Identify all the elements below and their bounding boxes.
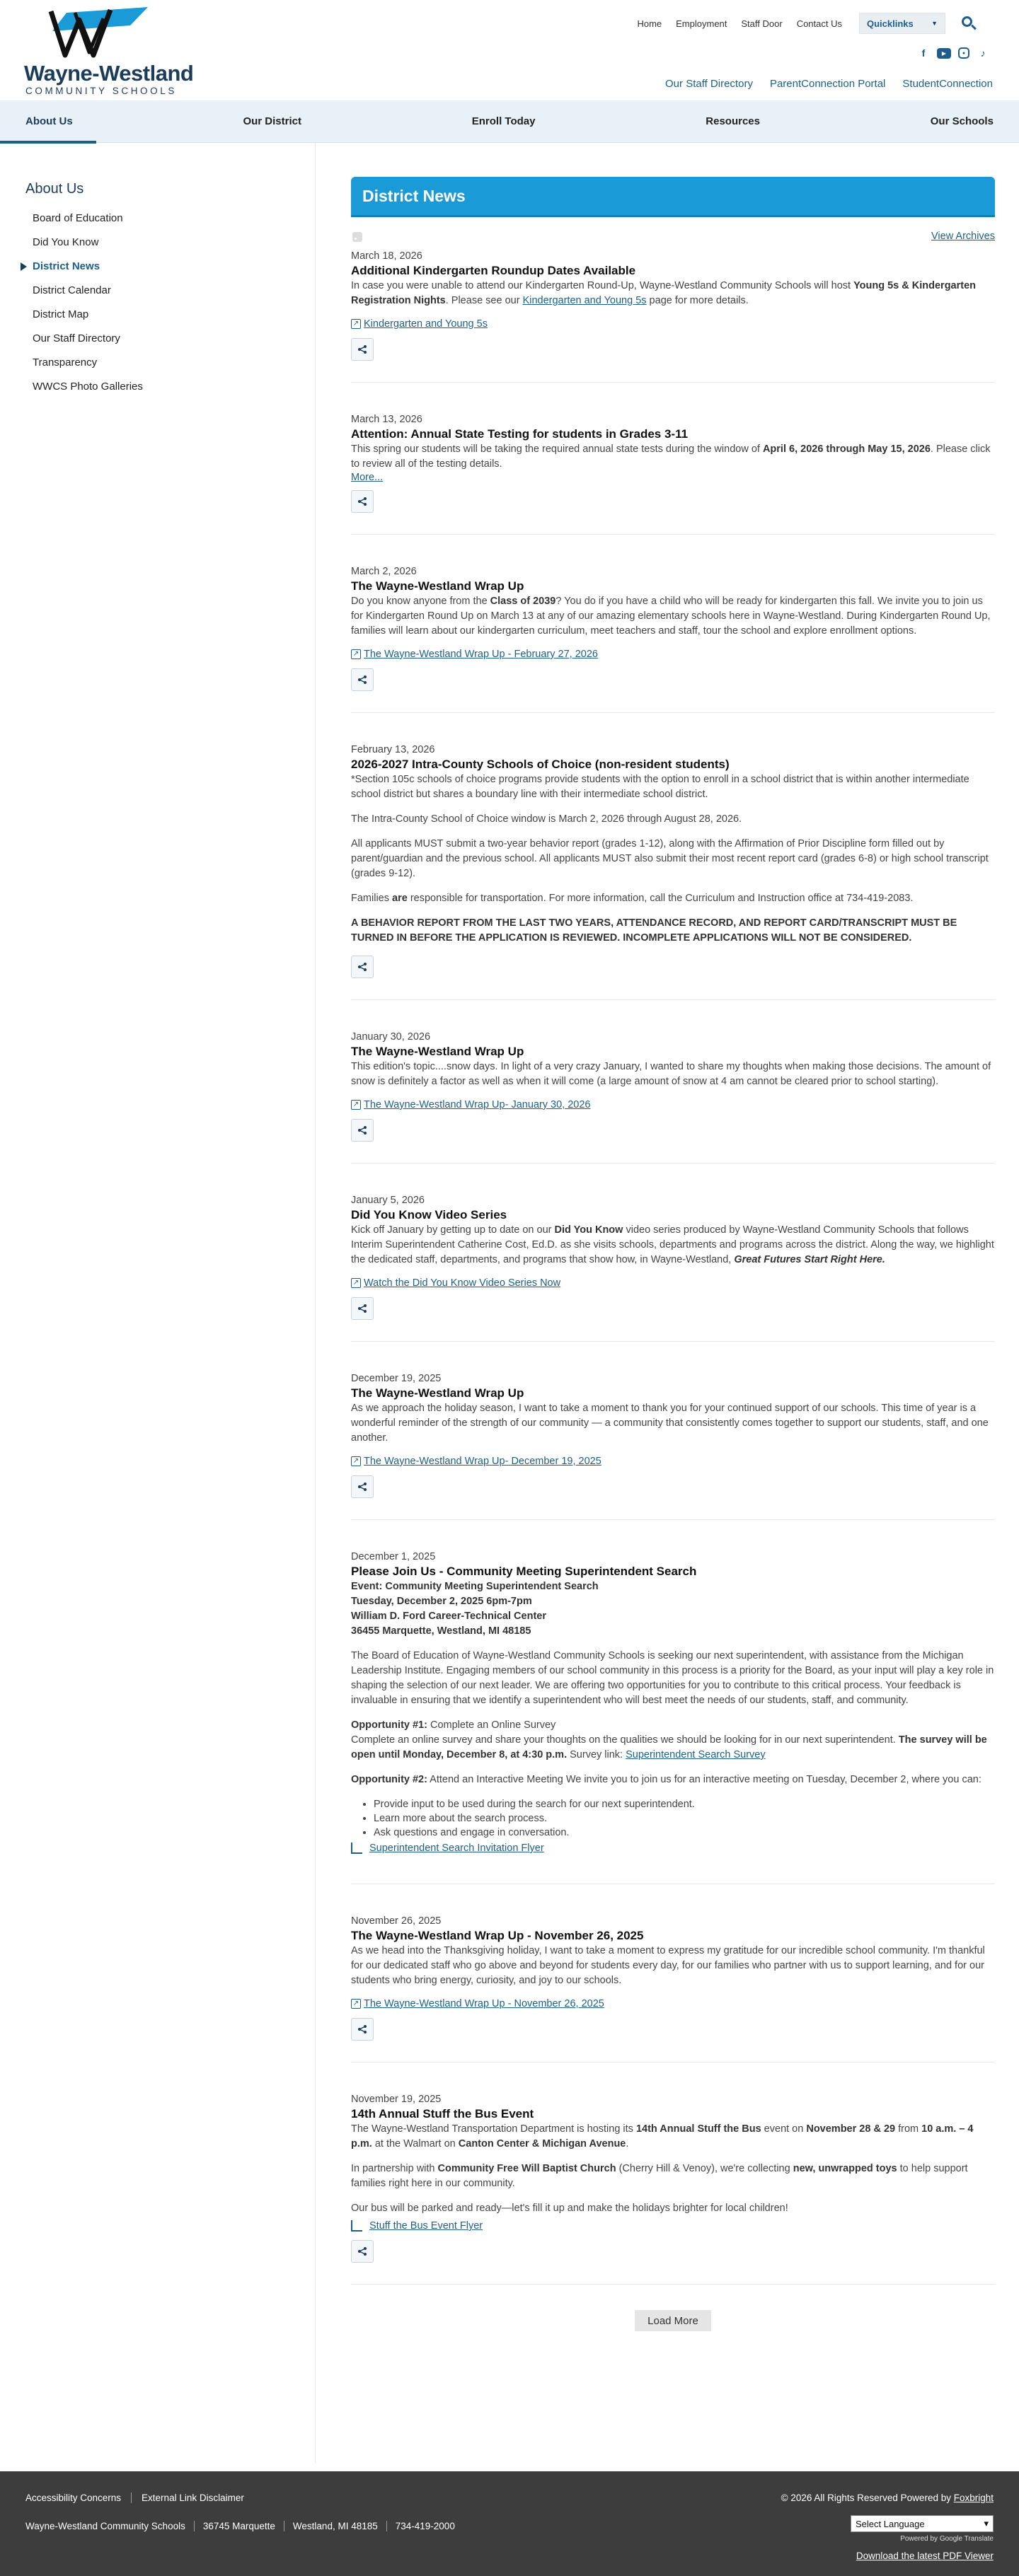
social-links	[917, 47, 989, 59]
nav-about-us[interactable]: About Us	[25, 115, 73, 127]
chevron-down-icon: ▾	[984, 2518, 989, 2529]
list-item: • Ask questions and engage in conversation.	[374, 1826, 995, 1840]
pdf-viewer-link[interactable]: Download the latest PDF Viewer	[856, 2551, 994, 2561]
news-paragraph: A BEHAVIOR REPORT FROM THE LAST TWO YEARS, ATTENDANCE RECORD, AND REPORT CARD/TRANSCRIPT MUST BE TURNED IN BEFORE THE APPLICATION IS REVIEWED. INCOMPLETE APPLICATIONS WILL NOT BE CONSIDERED.	[351, 917, 957, 944]
share-button[interactable]	[351, 956, 374, 978]
sidebar-item-photo-galleries[interactable]: WWCS Photo Galleries	[33, 381, 143, 393]
share-icon	[357, 1304, 367, 1313]
news-paragraph: *Section 105c schools of choice programs provide students with the option to enroll in a school district that is within another intermediate school district but shares a boundary line with their intermediate school district.	[351, 774, 969, 800]
news-item	[351, 560, 995, 713]
news-link	[351, 318, 995, 330]
share-button[interactable]	[351, 338, 374, 361]
view-archives-link[interactable]: View Archives	[931, 231, 995, 242]
news-link-anchor[interactable]: The Wayne-Westland Wrap Up - November 26, 2025	[364, 1998, 604, 2009]
link-parentconnection[interactable]: ParentConnection Portal	[769, 78, 886, 90]
news-paragraph: Opportunity #2: Attend an Interactive Meeting We invite you to join us for an interactive meeting on Tuesday, December 2, where you can:	[351, 1774, 981, 1785]
share-button[interactable]	[351, 1475, 374, 1498]
external-link-icon: ↗	[351, 319, 361, 329]
news-date: November 26, 2025	[351, 1915, 442, 1927]
bullet-list	[374, 1797, 995, 1840]
share-icon	[357, 1125, 367, 1135]
news-date: January 5, 2026	[351, 1195, 425, 1206]
news-date: March 13, 2026	[351, 414, 422, 425]
news-date: November 19, 2025	[351, 2094, 442, 2105]
share-icon	[357, 497, 367, 506]
news-summary: In case you were unable to attend our Kindergarten Round-Up, Wayne-Westland Community Schools will host Young 5s & Kindergarten Registration Nights. Please see our Kindergarten and Young 5s page for more details.	[351, 280, 977, 306]
google-translate-credit: Powered by Google Translate	[900, 2535, 994, 2543]
news-item	[351, 408, 995, 535]
news-link	[351, 2220, 995, 2232]
sidebar-item-district-news[interactable]: District News	[25, 260, 315, 284]
external-link-icon: ↗	[351, 1100, 361, 1110]
nav-our-district[interactable]: Our District	[243, 115, 301, 127]
news-link-anchor[interactable]: Stuff the Bus Event Flyer	[369, 2220, 483, 2232]
logo-subtitle: COMMUNITY SCHOOLS	[25, 86, 177, 96]
sidebar	[0, 143, 316, 2463]
copyright: © 2026 All Rights Reserved Powered by Foxbright	[781, 2493, 994, 2503]
news-title[interactable]: 14th Annual Stuff the Bus Event	[351, 2107, 534, 2120]
nav-enroll-today[interactable]: Enroll Today	[471, 115, 536, 127]
footer-links	[25, 2493, 254, 2503]
news-title[interactable]: Please Join Us - Community Meeting Superintendent Search	[351, 1565, 697, 1578]
main-nav	[0, 100, 1019, 143]
news-summary: Kick off January by getting up to date on our Did You Know video series produced by Wayne-Westland Community Schools that follows Interim Superintendent Catherine Cost, Ed.D. as she visits schools, departments and programs across the district. Along the way, we highlight the dedicated staff, departments, and programs that show how, in Wayne-Westland, Great Futures Start Right Here.	[351, 1224, 994, 1265]
utility-nav	[630, 13, 978, 34]
sidebar-item-our-staff-directory[interactable]: Our Staff Directory	[33, 332, 120, 344]
news-date: December 19, 2025	[351, 1373, 442, 1384]
news-link	[351, 1456, 995, 1467]
news-title[interactable]: 2026-2027 Intra-County Schools of Choice (non-resident students)	[351, 758, 730, 771]
site-footer	[0, 2471, 1019, 2576]
footer-link-external-disclaimer[interactable]: External Link Disclaimer	[142, 2493, 244, 2503]
site-header	[0, 0, 1019, 100]
news-date: January 30, 2026	[351, 1031, 431, 1043]
news-summary: This edition's topic....snow days. In light of a very crazy January, I wanted to share my thoughts when making those decisions. The amount of snow is definitely a factor as well as when it will come (a large amount of snow at 4 am cannot be cleared prior to school starting).	[351, 1061, 991, 1087]
share-button[interactable]	[351, 490, 374, 513]
logo-name: Wayne-Westland	[24, 61, 194, 86]
news-item	[351, 1026, 995, 1164]
news-link	[351, 1998, 995, 2009]
news-summary: Do you know anyone from the Class of 2039? You do if you have a child who will be ready for kindergarten this fall. We invite you to join us for Kindergarten Round Up on March 13 at any of our amazing elementary schools here in Wayne-Westland. During Kindergarten Round Up, families will learn about our kindergarten curriculum, meet teachers and staff, tour the school and explore enrollment options.	[351, 596, 991, 637]
facebook-icon[interactable]: f	[921, 47, 926, 59]
external-link-icon: ↗	[351, 1278, 361, 1288]
news-date: March 2, 2026	[351, 566, 417, 577]
quicklinks-label: Quicklinks	[867, 18, 914, 29]
share-button[interactable]	[351, 1297, 374, 1320]
news-link-anchor[interactable]: The Wayne-Westland Wrap Up- January 30, 2026	[364, 1099, 591, 1110]
news-title[interactable]: The Wayne-Westland Wrap Up	[351, 1386, 524, 1400]
news-item	[351, 1545, 995, 1884]
district-news-content	[351, 143, 995, 2463]
news-paragraph: Our bus will be parked and ready—let's fill it up and make the holidays brighter for local children!	[351, 2203, 788, 2214]
news-paragraph: In partnership with Community Free Will Baptist Church (Cherry Hill & Venoy), we're collecting new, unwrapped toys to help support families right here in our community.	[351, 2163, 968, 2189]
share-button[interactable]	[351, 2018, 374, 2041]
external-link-icon: ↗	[351, 1999, 361, 2009]
top-link-staff-door[interactable]: Staff Door	[741, 18, 783, 29]
event-details: Event: Community Meeting Superintendent Search Tuesday, December 2, 2025 6pm-7pm William D. Ford Career-Technical Center 36455 Marquette, Westland, MI 48185	[351, 1581, 599, 1637]
youtube-icon[interactable]: ▶	[937, 48, 951, 59]
news-paragraph: Complete an online survey and share your thoughts on the qualities we should be looking for in our next superintendent. The survey will be open until Monday, December 8, at 4:30 p.m. Survey link: Superintendent Search Survey	[351, 1734, 987, 1760]
foxbright-link[interactable]: Foxbright	[953, 2493, 994, 2503]
news-paragraph: The Wayne-Westland Transportation Department is hosting its 14th Annual Stuff the Bus event on November 28 & 29 from 10 a.m. – 4 p.m. at the Walmart on Canton Center & Michigan Avenue.	[351, 2123, 974, 2149]
news-link-anchor[interactable]: Watch the Did You Know Video Series Now	[364, 1277, 561, 1289]
news-paragraph: Families are responsible for transportation. For more information, call the Curriculum and Instruction office at 734-419-2083.	[351, 893, 914, 904]
quicklinks-dropdown[interactable]	[859, 13, 945, 34]
more-link[interactable]: More...	[351, 472, 384, 483]
document-icon	[351, 1843, 362, 1854]
share-button[interactable]	[351, 668, 374, 691]
sidebar-item-transparency[interactable]: Transparency	[33, 356, 98, 369]
share-icon	[357, 1482, 367, 1492]
nav-resources[interactable]: Resources	[706, 115, 760, 127]
footer-address	[25, 2521, 464, 2531]
chevron-down-icon: ▼	[931, 20, 938, 27]
news-date: December 1, 2025	[351, 1551, 436, 1562]
news-paragraph: The Intra-County School of Choice window is March 2, 2026 through August 28, 2026.	[351, 813, 742, 825]
logo-mark-icon	[24, 6, 173, 62]
language-select[interactable]: Select Language ▾	[851, 2515, 994, 2532]
news-date: February 13, 2026	[351, 744, 435, 755]
news-item	[351, 1910, 995, 2062]
share-button[interactable]	[351, 1119, 374, 1142]
instagram-icon[interactable]: ●	[958, 47, 969, 59]
sidebar-menu	[25, 211, 315, 404]
page-title: District News	[351, 177, 995, 215]
sidebar-item-district-map[interactable]: District Map	[33, 308, 89, 320]
news-paragraph: All applicants MUST submit a two-year behavior report (grades 1-12), along with the Affirmation of Prior Discipline form filled out by parent/guardian and the previous school. All applicants MUST also submit their most recent report card (grades 6-8) or high school transcript (grades 9-12).	[351, 838, 989, 879]
news-link-anchor[interactable]: Kindergarten and Young 5s	[364, 318, 488, 330]
document-icon	[351, 2220, 362, 2232]
share-icon	[357, 2246, 367, 2256]
portal-links	[665, 78, 993, 90]
search-button[interactable]	[960, 14, 978, 33]
sidebar-item-district-calendar[interactable]: District Calendar	[33, 284, 111, 296]
sidebar-item-did-you-know[interactable]: Did You Know	[33, 236, 99, 248]
sidebar-title: About Us	[25, 181, 84, 197]
list-item: • Learn more about the search process.	[374, 1811, 995, 1826]
news-link	[351, 649, 995, 660]
news-item	[351, 245, 995, 383]
sidebar-item-board-of-education[interactable]: Board of Education	[33, 212, 123, 224]
footer-link-accessibility[interactable]: Accessibility Concerns	[25, 2493, 132, 2503]
news-summary: As we head into the Thanksgiving holiday, I want to take a moment to express my gratitude for our incredible school community. I'm thankful for our dedicated staff who go above and beyond for students every day, for our families who partner with us to support learning, and for our students who bring energy, curiosity, and joy to our schools.	[351, 1945, 985, 1986]
link-staff-directory[interactable]: Our Staff Directory	[665, 78, 753, 90]
district-logo[interactable]	[24, 6, 194, 96]
news-link	[351, 1099, 995, 1110]
share-icon	[357, 344, 367, 354]
news-date: March 18, 2026	[351, 250, 422, 262]
footer-org-name: Wayne-Westland Community Schools	[25, 2521, 195, 2531]
inline-link[interactable]: Kindergarten and Young 5s	[522, 295, 647, 306]
share-icon	[357, 675, 367, 685]
top-link-contact-us[interactable]: Contact Us	[796, 18, 842, 29]
tiktok-icon[interactable]: ♪	[980, 47, 986, 59]
news-summary: As we approach the holiday season, I want to take a moment to thank you for your continued support of our schools. This time of year is a wonderful reminder of the strength of our community — a community that consistently comes together to support our students, staff, and one another.	[351, 1403, 989, 1444]
footer-phone[interactable]: 734-419-2000	[395, 2521, 455, 2531]
news-item	[351, 738, 995, 1000]
news-title[interactable]: The Wayne-Westland Wrap Up - November 26, 2025	[351, 1929, 644, 1942]
news-link-anchor[interactable]: Superintendent Search Invitation Flyer	[369, 1843, 544, 1854]
share-icon	[357, 2024, 367, 2034]
news-link	[351, 1277, 995, 1289]
news-item	[351, 2088, 995, 2285]
news-title[interactable]: The Wayne-Westland Wrap Up	[351, 1045, 524, 1058]
news-title[interactable]: Attention: Annual State Testing for students in Grades 3-11	[351, 427, 689, 441]
news-title[interactable]: Did You Know Video Series	[351, 1208, 507, 1222]
news-item	[351, 1189, 995, 1342]
page-layout	[0, 143, 1019, 2463]
rss-icon[interactable]	[352, 232, 362, 242]
top-link-employment[interactable]: Employment	[676, 18, 727, 29]
survey-link[interactable]: Superintendent Search Survey	[626, 1749, 766, 1760]
news-link	[351, 1843, 995, 1854]
nav-our-schools[interactable]: Our Schools	[930, 115, 994, 127]
list-item: • Provide input to be used during the search for our next superintendent.	[374, 1797, 995, 1811]
news-link-anchor[interactable]: The Wayne-Westland Wrap Up - February 27, 2026	[364, 649, 598, 660]
top-link-home[interactable]: Home	[637, 18, 662, 29]
external-link-icon: ↗	[351, 1456, 361, 1466]
share-icon	[357, 962, 367, 972]
news-link-anchor[interactable]: The Wayne-Westland Wrap Up- December 19, 2025	[364, 1456, 601, 1467]
share-button[interactable]	[351, 2240, 374, 2263]
news-item	[351, 1367, 995, 1520]
external-link-icon: ↗	[351, 649, 361, 659]
link-studentconnection[interactable]: StudentConnection	[902, 78, 993, 90]
news-title[interactable]: Additional Kindergarten Roundup Dates Available	[351, 264, 636, 277]
news-title[interactable]: The Wayne-Westland Wrap Up	[351, 579, 524, 593]
footer-city: Westland, MI 48185	[284, 2521, 387, 2531]
news-toolbar	[351, 215, 995, 245]
footer-street: 36745 Marquette	[195, 2521, 284, 2531]
news-paragraph: Opportunity #1: Complete an Online Survey	[351, 1719, 556, 1731]
news-summary: This spring our students will be taking the required annual state tests during the window of April 6, 2026 through May 15, 2026. Please click to review all of the testing details.	[351, 443, 991, 470]
load-more-button[interactable]: Load More	[635, 2310, 711, 2331]
news-paragraph: The Board of Education of Wayne-Westland Community Schools is seeking our next superintendent, with assistance from the Michigan Leadership Institute. Engaging members of our school community in this process is a priority for the Board, as your input will play a key role in shaping the selection of our next leader. We are offering two opportunities for you to contribute to this critical process. Your feedback is invaluable in ensuring that we identify a superintendent who will best meet the needs of our students, staff, and community.	[351, 1650, 994, 1706]
